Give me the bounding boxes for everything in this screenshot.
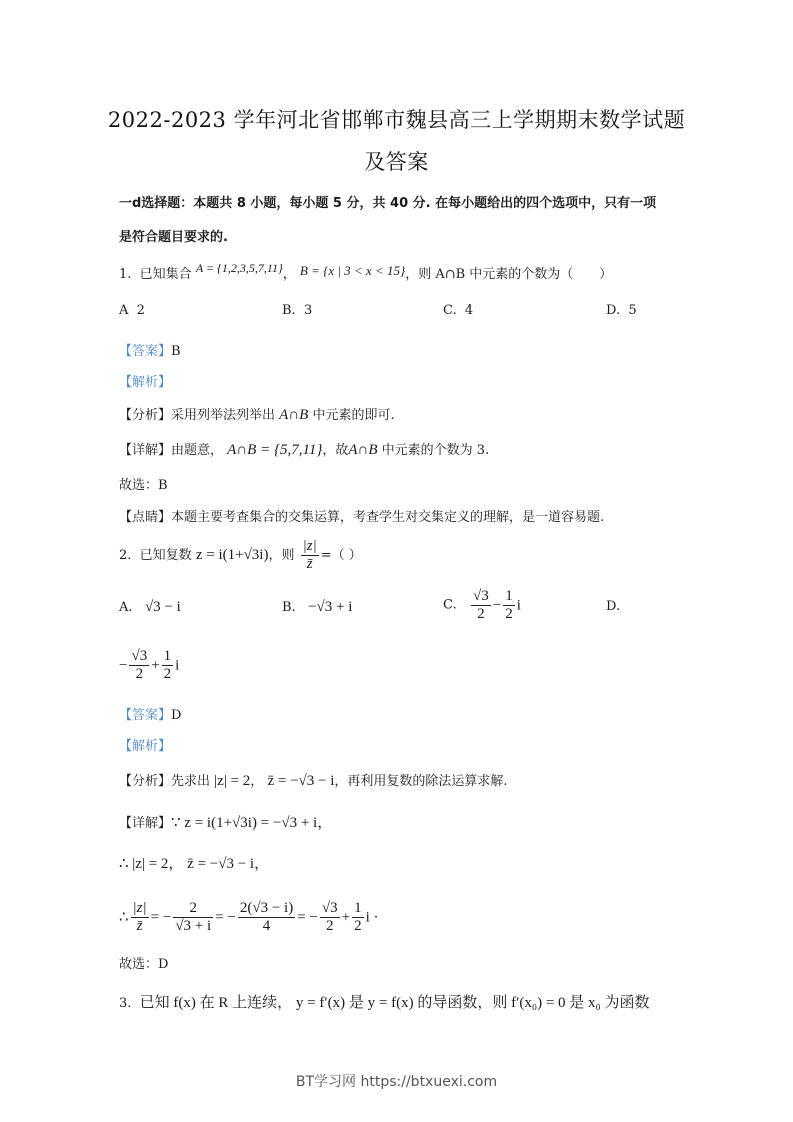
fenxi-text: 先求出 xyxy=(171,774,211,789)
option-text: 5 xyxy=(628,303,637,318)
fraction-denominator: 2 xyxy=(354,918,362,934)
question-1-analysis-tag: 【解析】 xyxy=(119,375,172,390)
fraction-numerator: 1 xyxy=(163,648,172,664)
fraction xyxy=(173,900,213,935)
therefore-symbol: ∴ xyxy=(119,909,129,926)
question-2-option-d-label: D. xyxy=(606,599,621,614)
question-1-xiangjie xyxy=(119,441,489,460)
fraction xyxy=(301,538,319,573)
fenxi-math1: |z| = 2 xyxy=(214,773,251,789)
fenxi-math: A∩B xyxy=(279,407,309,423)
fraction xyxy=(503,588,515,623)
question-1-option-a xyxy=(119,302,145,320)
question-2-option-d xyxy=(119,648,179,683)
question-1-stem xyxy=(119,261,613,284)
question-1-answer xyxy=(119,343,181,361)
set-b-math: B = {x | 3 < x < 15} xyxy=(299,263,406,278)
fenxi-tag: 【分析】 xyxy=(119,408,172,423)
fraction-numerator: |z| xyxy=(302,538,317,554)
fenxi-tag: 【分析】 xyxy=(119,774,172,789)
option-text: 3 xyxy=(303,303,313,318)
equals: = − xyxy=(150,909,172,926)
question-2-option-c xyxy=(443,588,521,623)
set-a-math: A = {1,2,3,5,7,11} xyxy=(195,261,283,275)
fraction-numerator: √3 xyxy=(473,588,489,604)
fraction-numerator: |z| xyxy=(132,900,147,916)
option-label: B. xyxy=(282,303,296,318)
question-2-xiangjie-line1 xyxy=(119,814,332,833)
dianjing-tag: 【点睛】 xyxy=(119,510,172,525)
imaginary-unit: i · xyxy=(365,909,379,926)
fraction xyxy=(129,648,149,683)
option-label: D. xyxy=(606,303,621,318)
fraction xyxy=(162,648,174,683)
answer-value: D xyxy=(171,708,182,723)
fraction-denominator: 2 xyxy=(163,666,172,682)
fraction-denominator: 4 xyxy=(262,918,271,934)
fenxi-tail: 中元素的即可. xyxy=(312,408,395,423)
fraction-denominator: 2 xyxy=(505,606,513,622)
question-2-answer xyxy=(119,707,181,725)
fraction-numerator: 2 xyxy=(173,900,213,918)
fraction-numerator: √3 xyxy=(131,648,148,664)
question-2-xiangjie-line2 xyxy=(119,855,269,874)
option-label: A xyxy=(119,303,129,318)
option-label: C. xyxy=(443,597,457,613)
question-1-option-b xyxy=(282,302,312,320)
fraction-denominator: √3 + i xyxy=(175,918,212,934)
fenxi-math2: z̄ = −√3 − i xyxy=(267,773,335,789)
stem-math: z = i(1+√3i) xyxy=(195,547,269,563)
fraction-denominator: z̄ xyxy=(306,556,313,572)
fraction xyxy=(238,900,295,935)
answer-tag: 【答案】 xyxy=(119,344,172,359)
option-math: −√3 + i xyxy=(308,599,353,615)
stem-mid: ，则 xyxy=(268,548,295,563)
xiangjie-text: 由题意， xyxy=(171,443,224,458)
question-stem-suffix: =（ ） xyxy=(320,548,362,563)
separator: ， xyxy=(282,267,296,282)
question-1-choice: 故选：B xyxy=(119,478,168,493)
operator: + xyxy=(151,657,160,674)
option-text: 2 xyxy=(136,303,145,318)
question-stem-prefix: 已知集合 xyxy=(139,267,192,282)
question-number: 3. xyxy=(119,996,132,1011)
section-header-line1: 一d选择题：本题共 8 小题，每小题 5 分，共 40 分. 在每小题给出的四个选项中，只有一项 xyxy=(119,196,657,211)
operator: − xyxy=(492,597,502,614)
question-1-option-d xyxy=(606,302,637,320)
section-header-line2: 是符合题目要求的. xyxy=(119,230,228,245)
fraction-numerator: 1 xyxy=(505,588,513,604)
question-2-choice: 故选：D xyxy=(119,957,169,972)
fenxi-text: 采用列举法列举出 xyxy=(171,408,276,423)
question-stem-prefix: 已知复数 xyxy=(139,548,192,563)
question-2-fenxi xyxy=(119,772,508,791)
xiangjie-tail: 中元素的个数为 3. xyxy=(381,443,490,458)
fraction xyxy=(320,900,340,935)
fraction-numerator: 2(√3 − i) xyxy=(239,900,294,916)
fraction-numerator: 1 xyxy=(354,900,362,916)
imaginary-unit: i xyxy=(516,597,521,614)
document-title-line1: 2022-2023 学年河北省邯郸市魏县高三上学期期末数学试题 xyxy=(107,108,686,132)
fraction xyxy=(131,900,149,935)
answer-tag: 【答案】 xyxy=(119,708,172,723)
xiangjie-tag: 【详解】 xyxy=(119,443,172,458)
question-2-option-b xyxy=(282,598,352,617)
fraction-numerator: √3 xyxy=(321,900,338,916)
question-stem-suffix: ，则 A∩B 中元素的个数为（ ） xyxy=(405,267,613,282)
option-label: A. xyxy=(119,600,133,615)
option-text: 4 xyxy=(464,303,474,318)
imaginary-unit: i xyxy=(175,657,180,674)
fenxi-tail: ，再利用复数的除法运算求解. xyxy=(334,774,508,789)
xiangjie-math: ∵ z = i(1+√3i) = −√3 + i， xyxy=(171,815,333,831)
fraction xyxy=(352,900,364,935)
question-2-stem xyxy=(119,538,362,573)
question-2-option-a xyxy=(119,598,181,617)
operator: + xyxy=(341,909,351,926)
fraction xyxy=(471,588,491,623)
question-number: 2. xyxy=(119,548,132,563)
answer-value: B xyxy=(171,344,181,359)
question-stem: 已知 f(x) 在 R 上连续， y = f′(x) 是 y = f(x) 的导函数，则 f′(x₀) = 0 是 x₀ 为函数 xyxy=(139,995,650,1011)
footer-watermark: BT学习网 https://btxuexi.com xyxy=(295,1074,498,1090)
fraction-denominator: z̄ xyxy=(136,918,143,934)
option-math: √3 − i xyxy=(144,599,181,615)
option-label: B. xyxy=(282,600,296,615)
separator: ， xyxy=(250,774,264,789)
question-1-fenxi xyxy=(119,406,395,425)
question-number: 1. xyxy=(119,267,132,282)
xiangjie-math: ∴ |z| = 2， z̄ = −√3 − i， xyxy=(119,856,270,872)
fraction-denominator: 2 xyxy=(135,666,144,682)
xiangjie-tag: 【详解】 xyxy=(119,816,172,831)
fraction-denominator: 2 xyxy=(477,606,485,622)
option-label: C. xyxy=(443,303,457,318)
question-3-stem xyxy=(119,994,650,1013)
xiangjie-math: A∩B = {5,7,11} xyxy=(227,442,323,458)
xiangjie-mid: ，故 xyxy=(322,443,349,458)
equals: = − xyxy=(297,909,318,926)
fraction-denominator: 2 xyxy=(325,918,334,934)
document-title-line2: 及答案 xyxy=(364,150,429,174)
xiangjie-math2: A∩B xyxy=(348,442,378,458)
question-1-dianjing xyxy=(119,509,604,527)
question-2-xiangjie-line3 xyxy=(119,900,379,935)
question-2-analysis-tag: 【解析】 xyxy=(119,739,172,754)
sign: − xyxy=(119,657,128,674)
equals: = − xyxy=(215,909,236,926)
dianjing-text: 本题主要考查集合的交集运算，考查学生对交集定义的理解，是一道容易题. xyxy=(171,510,605,525)
question-1-option-c xyxy=(443,302,473,320)
